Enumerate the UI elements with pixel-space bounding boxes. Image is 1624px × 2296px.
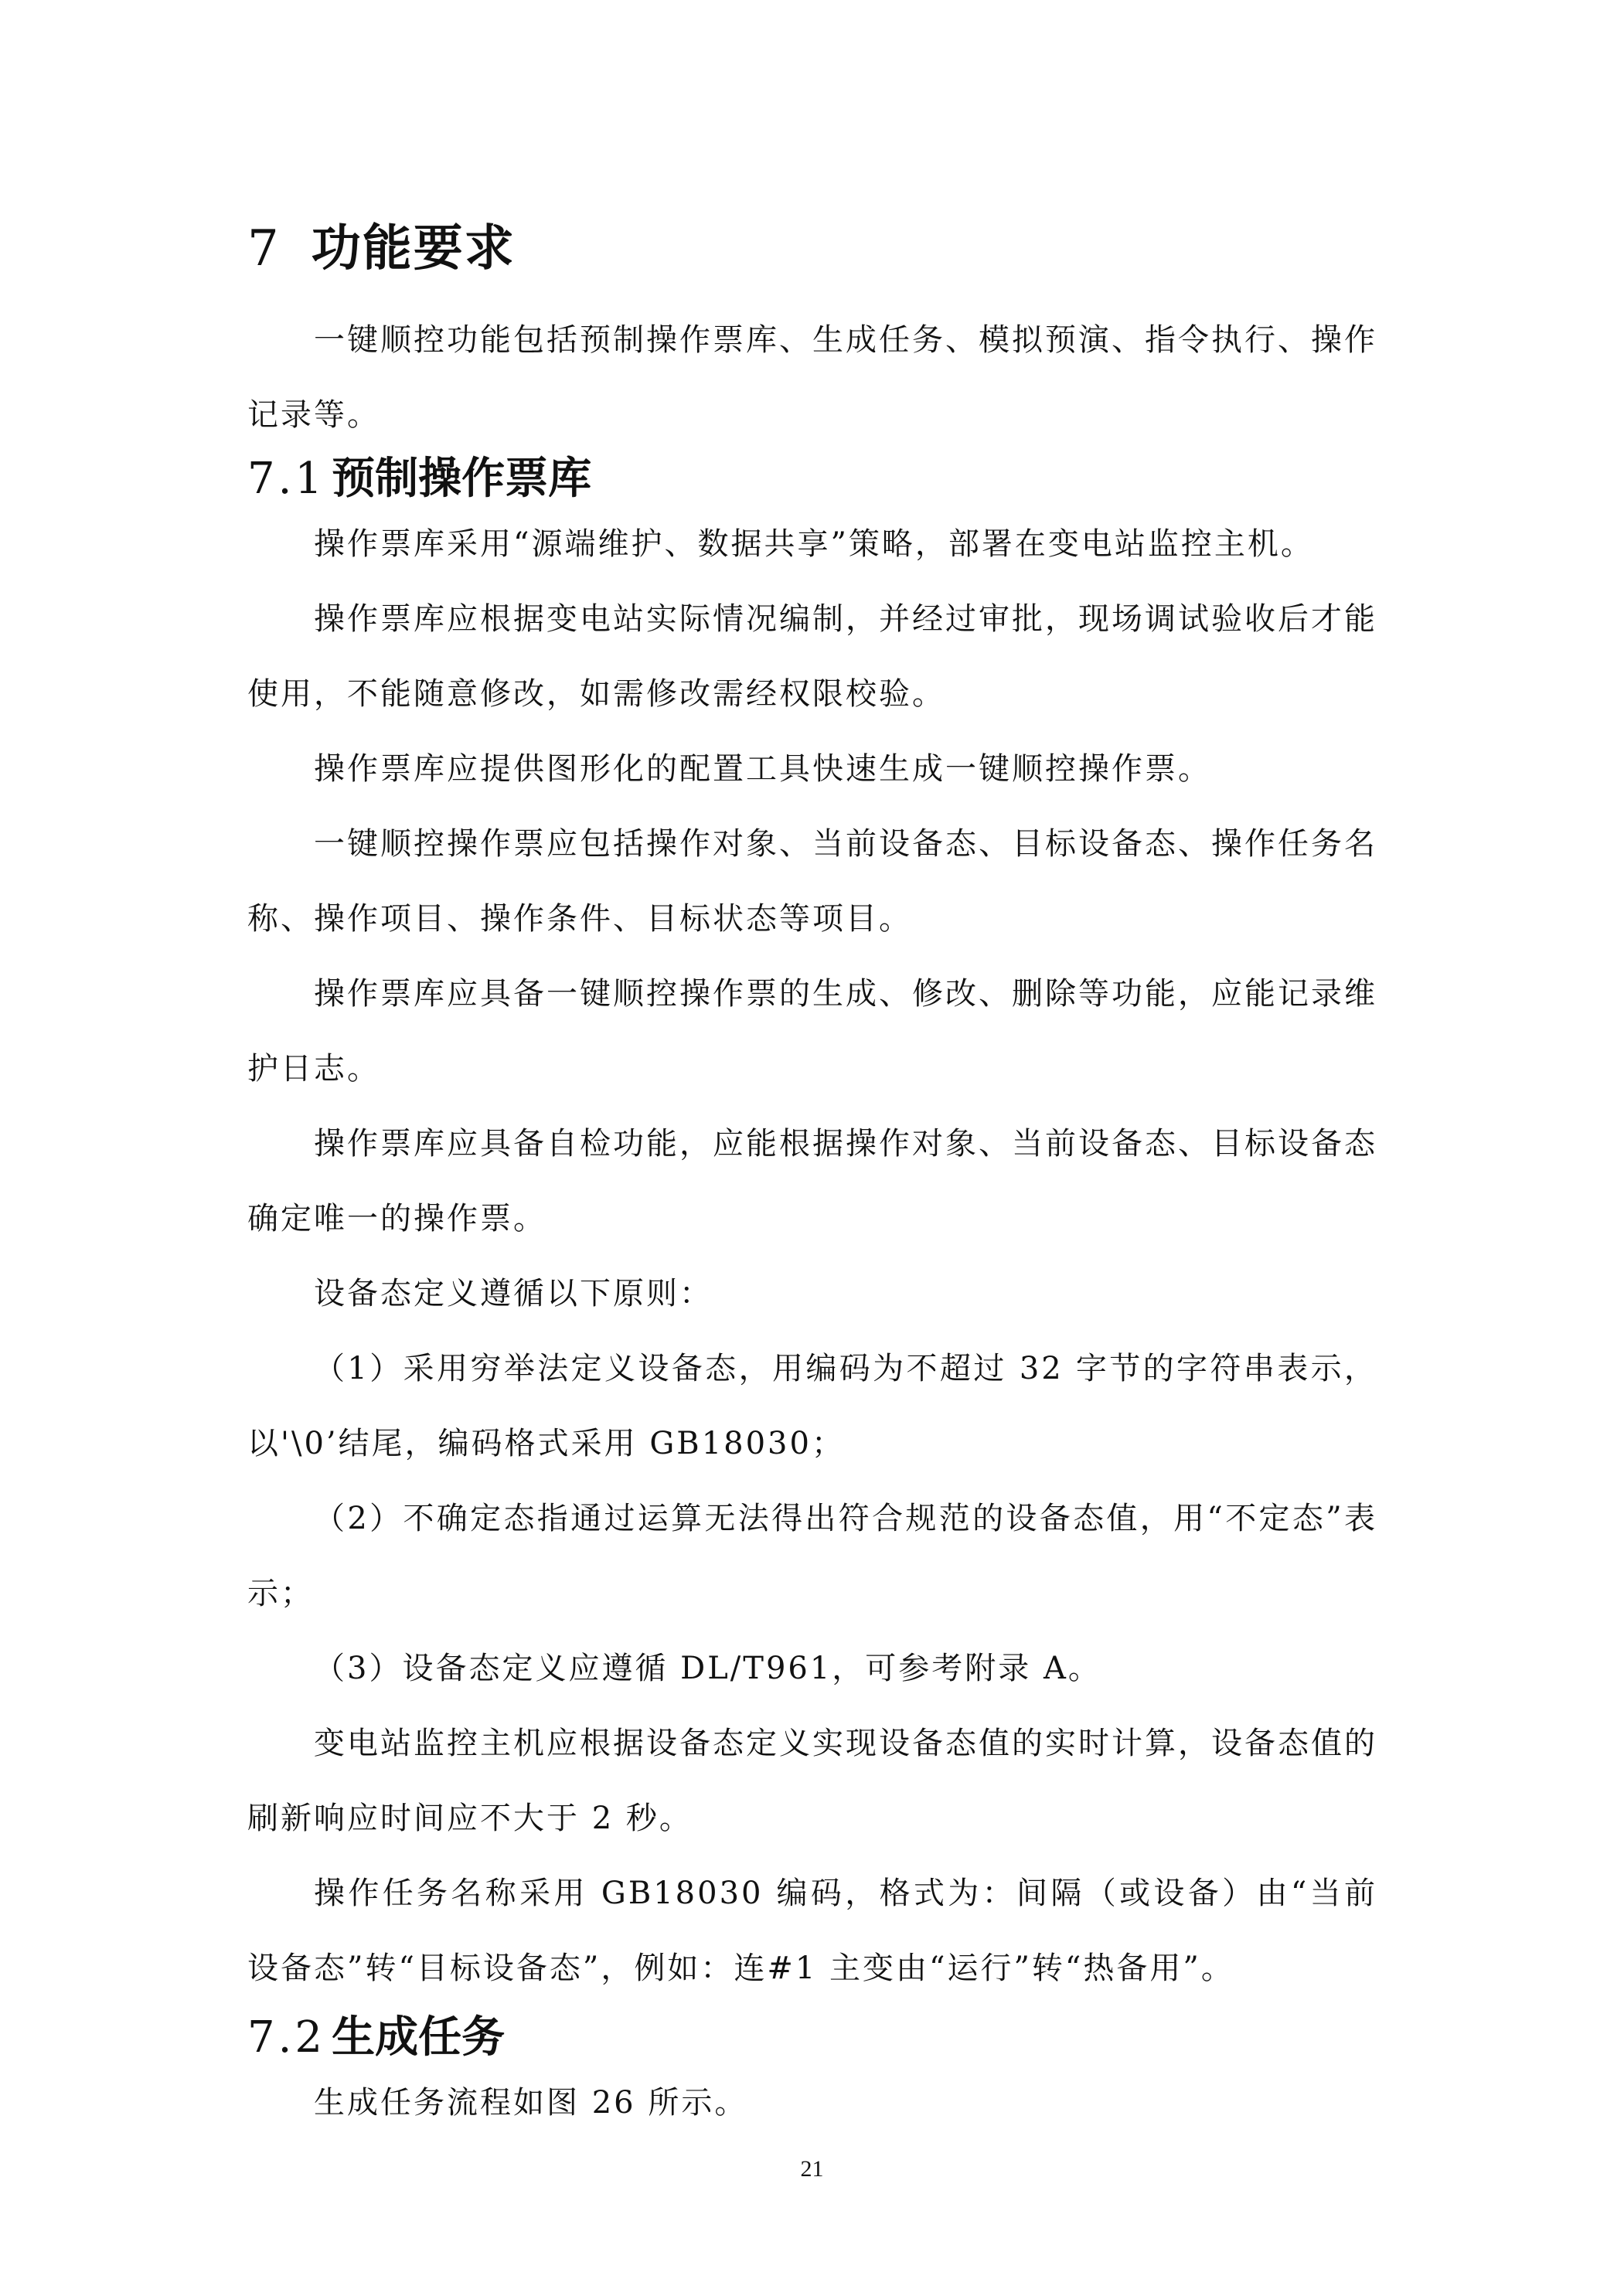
subsection-heading-7-2 [247,2003,505,2065]
list-item: （3）设备态定义应遵循 DL/T961，可参考附录 A。 [314,1651,1101,1686]
section-heading [247,209,516,280]
subsection-title: 生成任务 [332,2012,506,2063]
paragraph: 生成任务流程如图 26 所示。 [314,2085,748,2121]
subsection-number: 7.1 [247,454,326,504]
paragraph: 操作票库应根据变电站实际情况编制，并经过审批，现场调试验收后才能使用，不能随意修改，如需修改需经权限校验。 [247,601,1377,712]
paragraph: 操作票库应提供图形化的配置工具快速生成一键顺控操作票。 [314,751,1211,787]
section-title: 功能要求 [311,220,516,277]
subsection-number: 7.2 [247,2012,326,2063]
paragraph: 操作任务名称采用 GB18030 编码，格式为：间隔（或设备）由“当前设备态”转“目标设备态”，例如：连#1 主变由“运行”转“热备用”。 [247,1876,1377,1986]
page-number: 21 [800,2156,824,2182]
section-number: 7 [247,220,281,277]
paragraph: 操作票库采用“源端维护、数据共享”策略，部署在变电站监控主机。 [314,526,1314,562]
paragraph: 一键顺控操作票应包括操作对象、当前设备态、目标设备态、操作任务名称、操作项目、操作条件、目标状态等项目。 [247,826,1377,937]
paragraph: 操作票库应具备自检功能，应能根据操作对象、当前设备态、目标设备态确定唯一的操作票。 [247,1126,1377,1236]
section-intro-paragraph: 一键顺控功能包括预制操作票库、生成任务、模拟预演、指令执行、操作记录等。 [247,322,1377,433]
paragraph: 设备态定义遵循以下原则： [314,1276,713,1311]
paragraph: 变电站监控主机应根据设备态定义实现设备态值的实时计算，设备态值的刷新响应时间应不大于 2 秒。 [247,1726,1377,1836]
paragraph: 操作票库应具备一键顺控操作票的生成、修改、删除等功能，应能记录维护日志。 [247,976,1377,1087]
subsection-heading-7-1 [247,444,591,506]
subsection-title: 预制操作票库 [332,454,592,504]
list-item: （2）不确定态指通过运算无法得出符合规范的设备态值，用“不定态”表示； [247,1501,1377,1611]
list-item: （1）采用穷举法定义设备态，用编码为不超过 32 字节的字符串表示，以'\0’结尾，编码格式采用 GB18030； [247,1351,1377,1461]
